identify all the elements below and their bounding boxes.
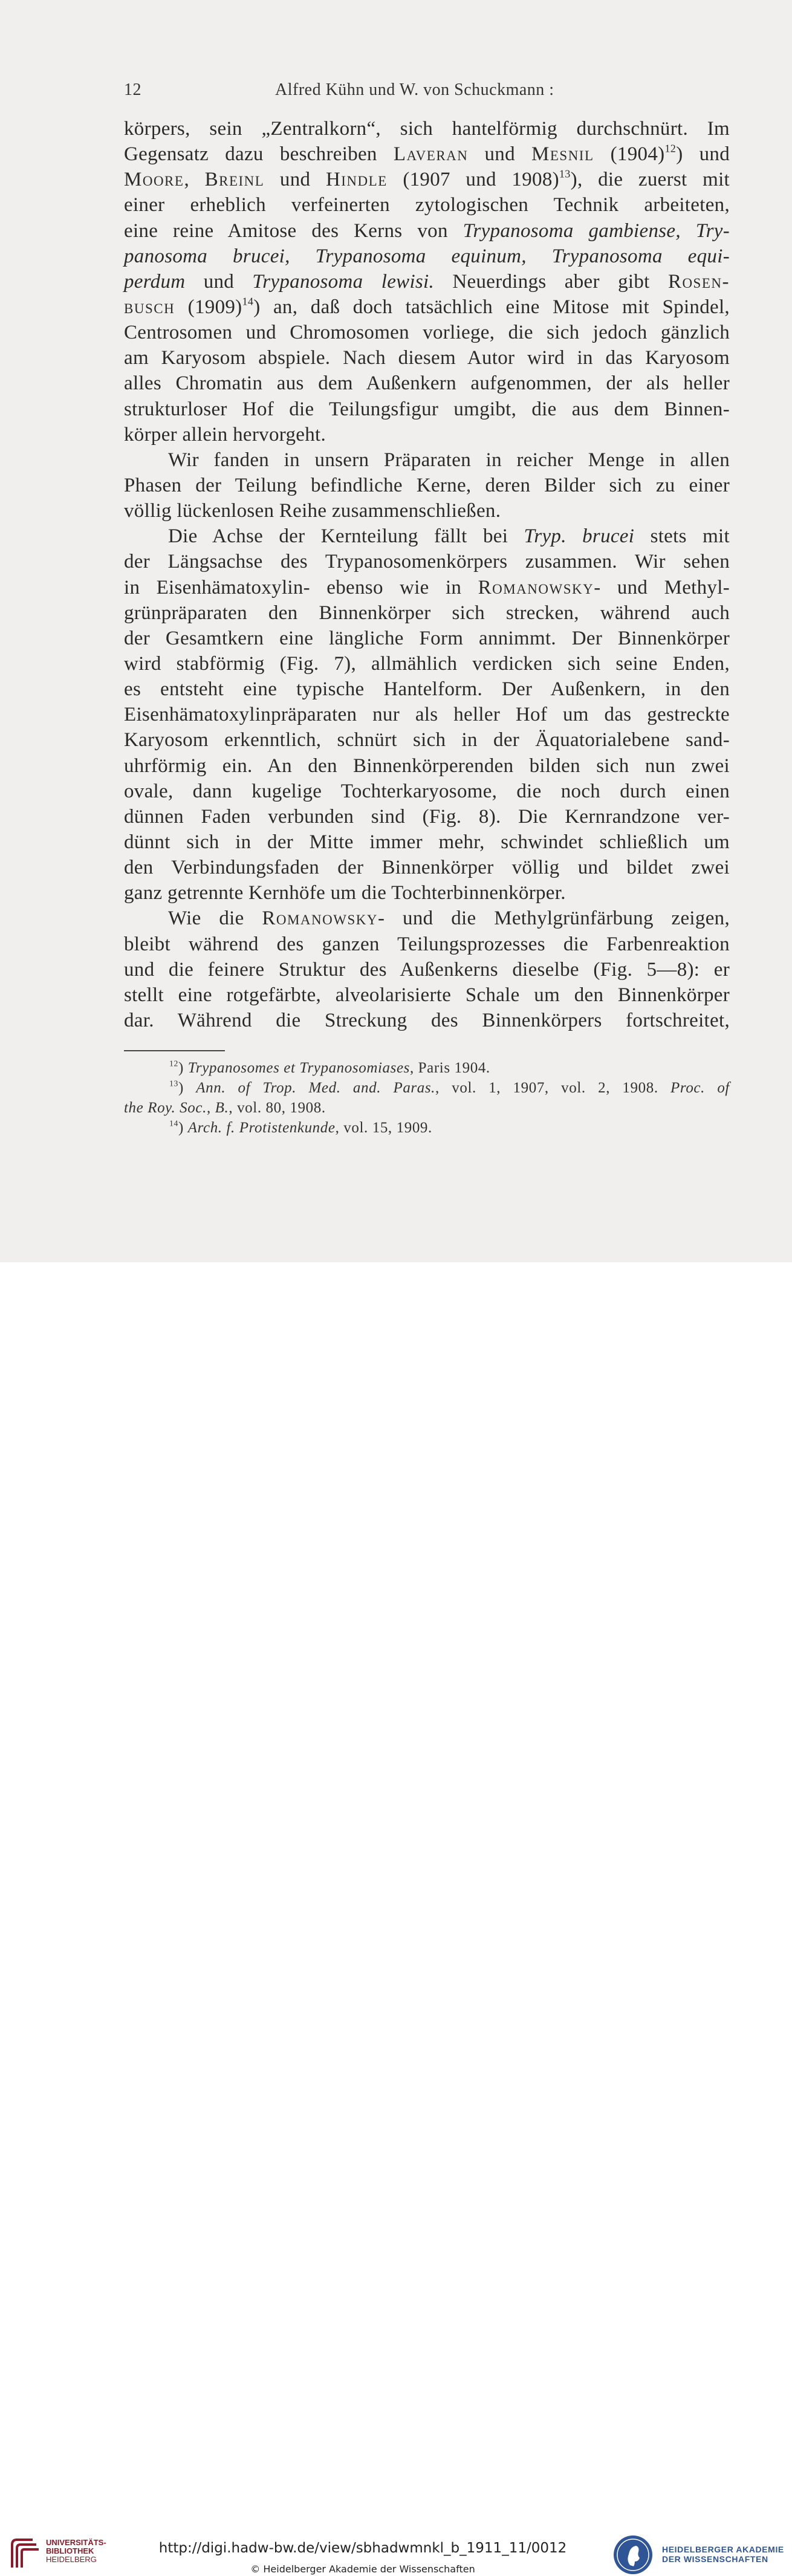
body-text	[124, 116, 730, 1033]
text-line: Centrosomen und Chromosomen vorliege, die sich jedoch gänzlich	[124, 322, 730, 344]
text-line: Die Achse der Kernteilung fällt bei Tryp. brucei stets mit	[168, 525, 730, 548]
text-line: Phasen der Teilung befindliche Kerne, deren Bilder sich zu einer	[124, 474, 730, 496]
library-name-line: UNIVERSITÄTS-	[46, 2538, 106, 2547]
text-line: perdum und Trypanosoma lewisi. Neuerdings aber gibt Rosen-	[124, 270, 730, 293]
italic-text: the Roy. Soc.	[124, 1100, 207, 1116]
footnote-line: $^{13}$) Ann. of Trop. Med. and. Paras., vol. 1, 1907, vol. 2, 1908. Proc. of	[169, 1079, 730, 1096]
italic-text: perdum	[124, 270, 186, 293]
library-name	[46, 2539, 106, 2564]
text-line: strukturloser Hof die Teilungsfigur umgibt, die aus dem Binnen-	[124, 398, 730, 420]
footnotes	[124, 1058, 730, 1138]
footnote-marker: 14	[242, 295, 254, 308]
text-line: Gegensatz dazu beschreiben Laveran und Mesnil $(1904)^{12}$) und	[124, 142, 730, 166]
footnote-line: $^{12}$) Trypanosomes et Trypanosomiases, Paris 1904.	[169, 1059, 490, 1076]
text-line: eine reine Amitose des Kerns von Trypanosoma gambiense, Try-	[124, 219, 730, 242]
author-name: Breinl	[204, 169, 265, 191]
author-name: busch	[124, 296, 175, 318]
author-name: Moore	[124, 169, 184, 191]
text-line: Wie die Romanowsky- und die Methylgrünfärbung zeigen,	[168, 907, 730, 930]
footnote-marker: 13	[559, 167, 571, 180]
text-line: körpers, sein „Zentralkorn“, sich hantelförmig durchschnürt. Im	[124, 118, 730, 140]
italic-text: Trypanosoma lewisi.	[252, 270, 435, 293]
footnote-marker: 14	[169, 1118, 178, 1128]
author-name: Romanowsky	[478, 576, 594, 599]
copyright-notice: © Heidelberger Akademie der Wissenschaften	[250, 2563, 475, 2575]
italic-text: Trypanosomes et Trypanosomiases	[187, 1060, 410, 1076]
author-name: Hindle	[325, 169, 388, 191]
text-line: ganz getrennte Kernhöfe um die Tochterbinnenkörper.	[124, 882, 566, 904]
academy-name	[662, 2545, 784, 2564]
italic-text: Trypanosoma gambiense, Try-	[463, 219, 730, 242]
author-name: Mesnil	[531, 143, 594, 166]
text-line: der Längsachse des Trypanosomenkörpers zusammen. Wir sehen	[124, 551, 730, 573]
academy-name-line: DER WISSENSCHAFTEN	[662, 2554, 768, 2564]
footnote-marker: 13	[169, 1079, 178, 1088]
text-line: es entsteht eine typische Hantelform. Der Außenkern, in den	[124, 678, 730, 701]
footer-bar	[0, 1262, 792, 2575]
text-line: einer erheblich verfeinerten zytologischen Technik arbeiteten,	[124, 194, 730, 216]
text-line: dar. Während die Streckung des Binnenkörpers fortschreitet,	[124, 1009, 730, 1031]
text-line: Eisenhämatoxylinpräparaten nur als heller Hof um das gestreckte	[124, 704, 730, 726]
author-name: Laveran	[393, 143, 469, 166]
text-line: ovale, dann kugelige Tochterkaryosome, die noch durch einen	[124, 780, 730, 802]
permalink-url[interactable]: http://digi.hadw-bw.de/view/sbhadwmnkl_b_1911_11/0012	[158, 2540, 567, 2556]
footnote-marker: 12	[169, 1059, 178, 1068]
text-line: in Eisenhämatoxylin- ebenso wie in Romanowsky- und Methyl-	[124, 576, 730, 599]
scanned-page	[0, 0, 792, 1262]
text-line: und die feinere Struktur des Außenkerns dieselbe (Fig. 5—8): er	[124, 958, 730, 981]
library-logo-icon	[8, 2536, 41, 2571]
running-header	[124, 80, 729, 105]
text-line: Wir fanden in unsern Präparaten in reicher Menge in allen	[168, 449, 730, 471]
text-line: busch $(1909)^{14}$) an, daß doch tatsächlich eine Mitose mit Spindel,	[124, 295, 730, 318]
italic-text: Ann. of Trop. Med. and. Paras.	[196, 1080, 436, 1096]
author-name: Rosen-	[667, 270, 730, 293]
footnote-rule	[124, 1050, 225, 1051]
text-line: völlig lückenlosen Reihe zusammenschließen.	[124, 500, 501, 522]
text-line: am Karyosom abspiele. Nach diesem Autor wird in das Karyosom	[124, 347, 730, 369]
text-line: den Verbindungsfaden der Binnenkörper völlig und bildet zwei	[124, 857, 730, 879]
text-line: körper allein hervorgeht.	[124, 423, 326, 446]
footnote-marker: 12	[664, 142, 677, 155]
text-line: dünnt sich in der Mitte immer mehr, schwindet schließlich um	[124, 831, 730, 853]
text-line: stellt eine rotgefärbte, alveolarisierte Schale um den Binnenkörper	[124, 984, 730, 1006]
italic-text: B.	[215, 1100, 229, 1116]
academy-name-line: HEIDELBERGER AKADEMIE	[662, 2545, 784, 2554]
text-line: bleibt während des ganzen Teilungsprozesses die Farbenreaktion	[124, 933, 730, 955]
author-name: Romanowsky	[262, 907, 378, 930]
running-title: Alfred Kühn und W. von Schuckmann :	[275, 80, 554, 99]
academy-seal-icon	[612, 2534, 654, 2576]
library-name-line: HEIDELBERG	[46, 2555, 97, 2564]
italic-text: Proc. of	[670, 1080, 730, 1096]
text-line	[124, 244, 730, 269]
footnote-line: the Roy. Soc., B., vol. 80, 1908.	[124, 1100, 326, 1116]
page-number: 12	[124, 80, 141, 99]
text-line: der Gesamtkern eine längliche Form annimmt. Der Binnenkörper	[124, 627, 730, 649]
library-name-line: BIBLIOTHEK	[46, 2546, 94, 2555]
italic-text: Arch. f. Protistenkunde	[187, 1120, 336, 1136]
italic-text: panosoma brucei, Trypanosoma equinum, Trypanosoma equi-	[124, 245, 730, 267]
text-line: dünnen Faden verbunden sind (Fig. 8). Die Kernrandzone ver-	[124, 805, 730, 828]
text-line: uhrförmig ein. An den Binnenkörperenden bilden sich nun zwei	[124, 754, 730, 777]
text-line: Moore, Breinl und Hindle (1907 und 1908)$^{13}$), die zuerst mit	[124, 167, 730, 191]
text-line: wird stabförmig (Fig. 7), allmählich verdicken sich seine Enden,	[124, 652, 730, 675]
text-line: Karyosom erkenntlich, schnürt sich in der Äquatorialebene sand-	[124, 729, 730, 751]
text-line: alles Chromatin aus dem Außenkern aufgenommen, der als heller	[124, 372, 730, 395]
italic-text: Tryp. brucei	[524, 525, 635, 548]
text-line: grünpräparaten den Binnenkörper sich strecken, während auch	[124, 602, 730, 624]
footnote-line: $^{14}$) Arch. f. Protistenkunde, vol. 15, 1909.	[169, 1118, 432, 1136]
